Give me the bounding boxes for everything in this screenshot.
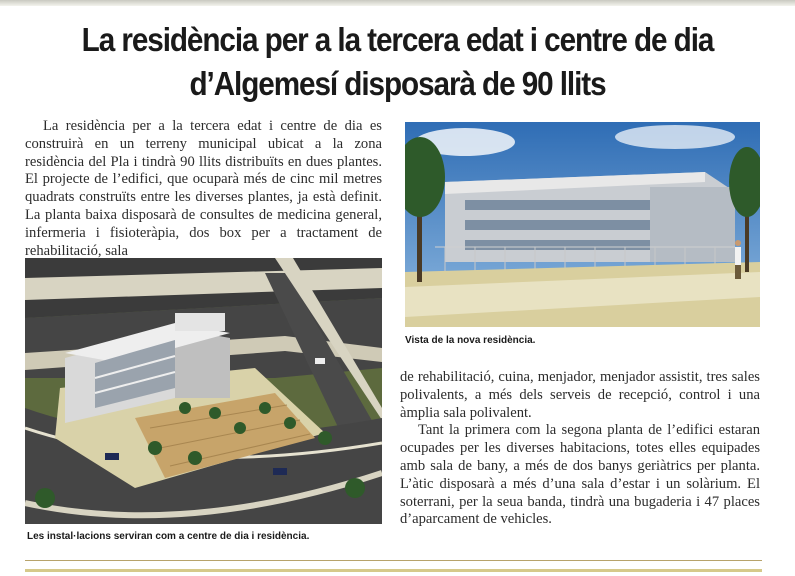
caption-left-image: Les instal·lacions serviran com a centre de dia i residència. xyxy=(27,531,310,542)
aerial-render-image xyxy=(25,258,382,524)
caption-right-image: Vista de la nova residència. xyxy=(405,335,536,346)
body-paragraph-1: La residència per a la tercera edat i centre de dia es construirà en un terreny municipal ubicat a la zona residència del Pla i tindrà 90 llits distribuïts en dues plantes. El projecte de l’edifici, que ocuparà més de cinc mil metres quadrats construïts entre les diverses plantes, ja està definit. La planta baixa disposarà de consultes de medicina general, infermeria i fisioteràpia, dos box per a tractament de rehabilitació, sala xyxy=(25,118,382,258)
body-paragraph-continuation: de rehabilitació, cuina, menjador, menjador assistit, tres sales polivalents, a més dels serveis de recepció, control i una àmplia sala polivalent. xyxy=(400,369,760,421)
headline-line-2: d’Algemesí disposarà de 90 llits xyxy=(189,65,606,102)
article-body-right-column xyxy=(400,369,760,529)
bottom-rule xyxy=(25,560,762,561)
article-headline xyxy=(58,18,738,106)
street-view-render-image xyxy=(405,122,760,327)
bottom-accent-bar xyxy=(25,569,762,572)
top-decorative-band xyxy=(0,0,795,6)
article-body-left-column xyxy=(25,118,382,258)
body-paragraph-2: Tant la primera com la segona planta de l’edifici estaran ocupades per les diverses habitacions, totes elles equipades amb sala de bany, a més de dos banys geriàtrics per planta. L’àtic disposarà a més d’una sala d’estar i un solàrium. El soterrani, per la seua banda, tindrà una bugaderia i 47 places d’aparcament de vehicles. xyxy=(400,422,760,528)
headline-line-1: La residència per a la tercera edat i centre de dia xyxy=(81,21,714,58)
